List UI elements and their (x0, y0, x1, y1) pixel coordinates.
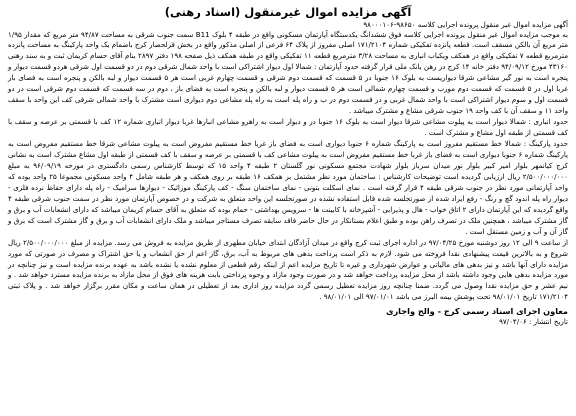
parking-boundaries-paragraph: حدود پارکینگ : شمالا خط مستقیم مفروز است به پارکینگ شماره ۶ جنوبا دیواری است به فضای باز غربا خط مستقیم مفروض است به پیلوت مشاعی شرقا خط مستقیم مفروض است به پارکینگ شماره ۶ جنوبا دیواری است به فضای باز غربا خط مستقیم مفروض است به پیلوت مشاعی کف با قسمتی بر عرصه و سقف با کف قسمتی از طبقه اول مشاع مشترک است به نشانی کرج کیانمهر بلوار امیر کبیر بلوار نور میدان سرباز بلوار شهادت مجتمع مسکونی نور گلستان ۲ طبقه ۴ واحد ۱۵ که توسط کارشناس رسمی دادگستری در مورخه ۹۶/۰۹/۱۹ به مبلغ ۲/۵۰۰/۰۰۰/۰۰۰ ریال ارزیابی گردیده است توضیحات کارشناس : ساختمان مورد نظر مشتمل بر همکف ۱۶ طبقه بر روی همکف و هر طبقه شامل ۴ واحد مسکونی مجموعا ۲۵ واحد بوده که واحد آپارتمانی مورد نظر در جنوب شرقی طبقه ۴ قرار گرفته است . نمای اسکلت بتونی - نمای ساختمان سنگ - کف پارکینگ موزائیک - دیوارها سرامیک - راه پله دارای حفاظ نرده فلزی - دیوار راه پله اندود گچ و رنگ - رفع ایراد شده از صورتجلسه شده قابل استفاده نشده در صورتجلسه این واحد متعلق به شرکت و در خصوص آپارتمان مورد نظر در سمت جنوب شرقی طبقه ۴ واقع گردیده که این آپارتمان دارای ۲ اتاق خواب - هال و پذیرایی - آشپزخانه با کابینت ها - سرویس بهداشتی - حمام بوده که متعلق به آقای حسام کریمان میباشد که دارای انشعابات آب و برق و گاز مشترک میباشد ، همچنین ملک در تصرف راهن بوده و طبق اعلام بستانکار در حال حاضر فاقد سابقه تصرف مستاجر میباشد و ملک دارای انشعابات آب و برق و گاز مشترک است که برق و گاز آن و آب و زمین مستقل است . (7, 139, 568, 236)
signature-line: معاون اجرای اسناد رسمی کرج - والح واجاری (385, 306, 568, 317)
property-description-paragraph: به موجب مزایده اموال غیر منقول پرونده اجرایی کلاسه فوق ششدانگ یکدستگاه آپارتمان مسکونی واقع در طبقه ۴ بلوک B11 سمت جنوب شرقی به مساحت ۹۴/۸۷ متر مربع که مقدار ۱/۹۵ متر مربع آن بالکن مسقف است. قطعه پانزده تفکیکی شماره ۱۷۱/۲۱۰۴ اصلی مفروز از پلاک ۶۴ فرعی از اصلی مذکور واقع در بخش قزلحصار کرج باضمام یک واحد پارکینگ به مساحت پانزده مترمربع قطعه ۷ تفکیکی واقع در همکف ویکباب انباری به مساحت ۳/۲۸ مترمربع قطعه ۱۱ تفکیکی واقع در طبقه همکف ذیل صفحه ۱۹۸ دفتر ۲۸۹۷ بنام آقای حسام کریمان ثبت و به سند رهنی ۴۳۱۶۰ مورخ ۹۴/۰۹/۱۲ دفتر خانه ۱۴ کرج در رهن بانک ملی قرار گرفته حدود آپارتمان : شمالا اول دیوار اشتراکی است با واحد شمال شرقی دوم در دو قسمت اول شرقی هردو قسمت دیوار و پنجره است به نور گیر مشاعی شرقا دیواریست به بلوک ۱۶ جنوبا در ۵ قسمت که قسمت دوم شرقی و قسمت چهارم غربی است هر ۵ قسمت دیوار و لبه بالکن و پنجره است به فضای باز غربا اول در ۵ قسمت که قسمت دوم مورب و قسمت چهارم شمالی است هر ۵ قسمت دیوار و لبه بالکن و پنجره است به فضای باز ، دوم در سه قسمت که قسمت دوم شرقی است در دو قسمت اول و سوم دیوار اشتراکی است با واحد شمال غربی و در قسمت دوم در ب و راه پله است به راه پله مشاعی دوم دیواری است مشترک با واحد شمالی شرقی کف این واحد با سقف واحد ۱۱ و سقف آن با کف واحد ۱۹ جنوب شرقی مشاع و مشترک میباشد . (8, 29, 569, 116)
case-reference: آگهی مزایده اموال غیر منقول پرونده اجرایی کلاسه ۹۸۶۵۰-۹۸۰۰۰۱۰۶ (363, 20, 568, 29)
notice-title: آگهی مزایده اموال غیرمنقول (اسناد رهنی) (164, 5, 412, 19)
notice-body (8, 30, 568, 304)
publish-date: تاریخ انتشار : ۹۷/۰۴/۰۶ (499, 317, 568, 327)
auction-terms-paragraph: از ساعت ۹ الی ۱۲ روز دوشنبه مورخ ۹۷/۰۴/۲۵ در اداره اجرای ثبت کرج واقع در میدان آزادگان ابتدای خیابان مطهری از طریق مزایده به فروش می رسد. مزایده از مبلغ ۲/۵۰۰/۰۰۰/۰۰۰ ریال شروع و به بالاترین قیمت پیشنهادی نقدا فروخته می شود. لازم به ذکر است پرداخت بدهی های مربوط به آب، برق، گاز اعم از حق انشعاب و یا حق اشتراک و مصرف در صورتی که مورد مزایده دارای آنها باشد و نیز بدهی های مالیاتی و عوارض شهرداری و غیره تا تاریخ مزایده اعم از اینکه رقم قطعی از معلوم نشده یا نشده باشد به عهده برنده مزایده است و نیز چنانچه در مورد مزایده بدهی هایی وجود داشته باشد از محل مزایده پرداخت خواهد شد و در صورت وجود مازاد و وجوه پرداختی بابت هزینه های فوق از محل مازاد به برنده مزایده مسترد خواهد شد . و نیم عشر و حق مزایده نقدا وصول می گردد. ضمنا چنانچه روز مزایده تعطیل رسمی گردد مزایده روز اداری بعد از تعطیلی در همان ساعت و مکان مقرر برگزار خواهد شد . و پلاک ثبتی ۱۷۱/۲۱۰۴ تاریخ ۹۸/۰۱/۰۱ تحت پوشش بیمه البرز می باشد ۹۷/۰۱/۰۱ الی ۹۸/۰۱/۰۱ . (8, 237, 568, 302)
storage-boundaries-paragraph: حدود انباری : شمالا دیوار است به پیلوت مشاعی شرقا دیوار است به بلوک ۱۶ جنوبا در و دیوار است به راهرو مشاعی انبارها غربا دیوار انباری شماره ۱۲ کف با قسمتی بر عرصه و سقف با کف قسمتی از طبقه اول مشاع و مشترک است . (8, 117, 568, 138)
